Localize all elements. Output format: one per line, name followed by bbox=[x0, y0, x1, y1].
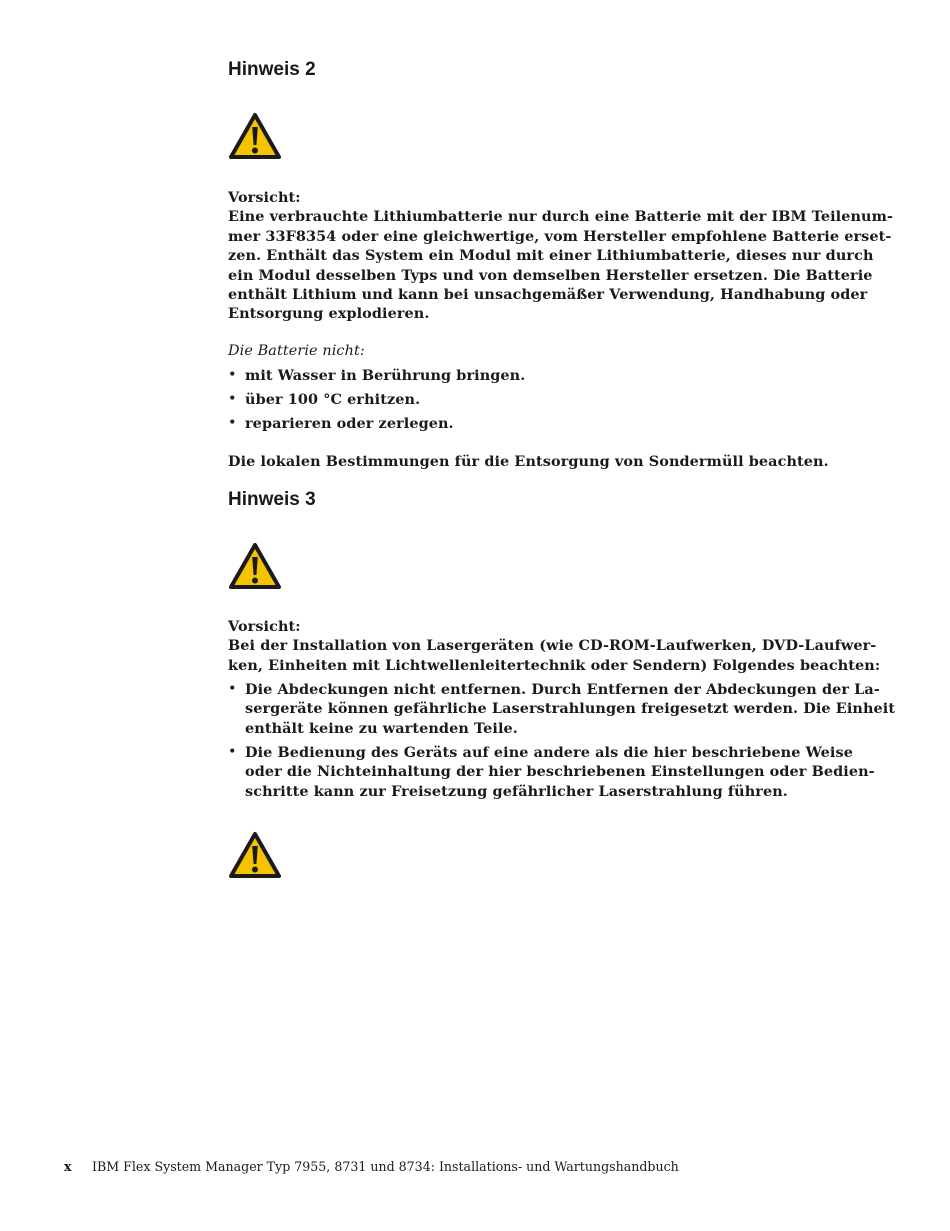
caution-text-line: ein Modul desselben Typs und von demselben Hersteller ersetzen. Die Batterie bbox=[228, 266, 873, 284]
caution-block bbox=[228, 617, 881, 675]
list-item bbox=[228, 366, 834, 385]
caution-text-line: enthält Lithium und kann bei unsachgemäßer Verwendung, Handhabung oder bbox=[228, 286, 868, 304]
list-item-text: mit Wasser in Berührung bringen. bbox=[245, 367, 526, 385]
list-item-text-line: enthält keine zu wartenden Teile. bbox=[245, 719, 518, 737]
bullet-list bbox=[228, 680, 896, 801]
bullet-icon: • bbox=[228, 415, 237, 432]
list-item bbox=[228, 414, 834, 433]
caution-text-line: Entsorgung explodieren. bbox=[228, 305, 430, 323]
footer-title: IBM Flex System Manager Typ 7955, 8731 und 8734: Installations- und Wartungshandbuch bbox=[92, 1159, 679, 1174]
bullet-icon: • bbox=[228, 367, 237, 384]
warning-triangle-icon bbox=[228, 112, 282, 160]
list-intro: Die Batterie nicht: bbox=[228, 343, 365, 359]
battery-list-block bbox=[228, 342, 834, 434]
caution-label: Vorsicht: bbox=[228, 189, 301, 206]
list-item-text-line: Die Abdeckungen nicht entfernen. Durch Entfernen der Abdeckungen der La- bbox=[245, 681, 880, 698]
bullet-icon: • bbox=[228, 743, 237, 760]
list-item-text: über 100 °C erhitzen. bbox=[245, 391, 421, 409]
caution-text-line: zen. Enthält das System ein Modul mit einer Lithiumbatterie, dieses nur durch bbox=[228, 247, 874, 265]
caution-block bbox=[228, 188, 894, 324]
list-item-text-line: schritte kann zur Freisetzung gefährlicher Laserstrahlung führen. bbox=[245, 782, 788, 800]
caution-text-line: ken, Einheiten mit Lichtwellenleitertechnik oder Sendern) Folgendes beachten: bbox=[228, 656, 881, 674]
bullet-icon: • bbox=[228, 391, 237, 408]
caution-label: Vorsicht: bbox=[228, 618, 301, 635]
caution-text-line: Eine verbrauchte Lithiumbatterie nur durch eine Batterie mit der IBM Teilenum- bbox=[228, 208, 894, 226]
list-item-text: reparieren oder zerlegen. bbox=[245, 415, 454, 433]
warning-triangle-icon bbox=[228, 542, 282, 590]
list-item-text-line: Die Bedienung des Geräts auf eine andere als die hier beschriebene Weise bbox=[245, 743, 853, 761]
list-item-text-line: oder die Nichteinhaltung der hier beschriebenen Einstellungen oder Bedien- bbox=[245, 763, 875, 781]
section-heading: Hinweis 2 bbox=[228, 59, 316, 80]
section-heading: Hinweis 3 bbox=[228, 489, 316, 510]
closing-text: Die lokalen Bestimmungen für die Entsorgung von Sondermüll beachten. bbox=[228, 453, 829, 470]
list-item bbox=[228, 680, 896, 738]
bullet-list bbox=[228, 366, 834, 433]
caution-text-line: mer 33F8354 oder eine gleichwertige, vom Hersteller empfohlene Batterie erset- bbox=[228, 227, 892, 245]
list-item bbox=[228, 743, 875, 801]
caution-text-line: Bei der Installation von Lasergeräten (wie CD-ROM-Laufwerken, DVD-Laufwer- bbox=[228, 637, 877, 655]
list-item-text-line: sergeräte können gefährliche Laserstrahlungen freigesetzt werden. Die Einheit bbox=[245, 700, 896, 718]
page-footer bbox=[64, 1159, 679, 1175]
list-item bbox=[228, 390, 834, 409]
laser-list-block bbox=[228, 680, 896, 801]
closing-paragraph bbox=[228, 452, 834, 471]
page-number: x bbox=[64, 1159, 72, 1174]
warning-triangle-icon bbox=[228, 831, 282, 879]
bullet-icon: • bbox=[228, 681, 237, 697]
